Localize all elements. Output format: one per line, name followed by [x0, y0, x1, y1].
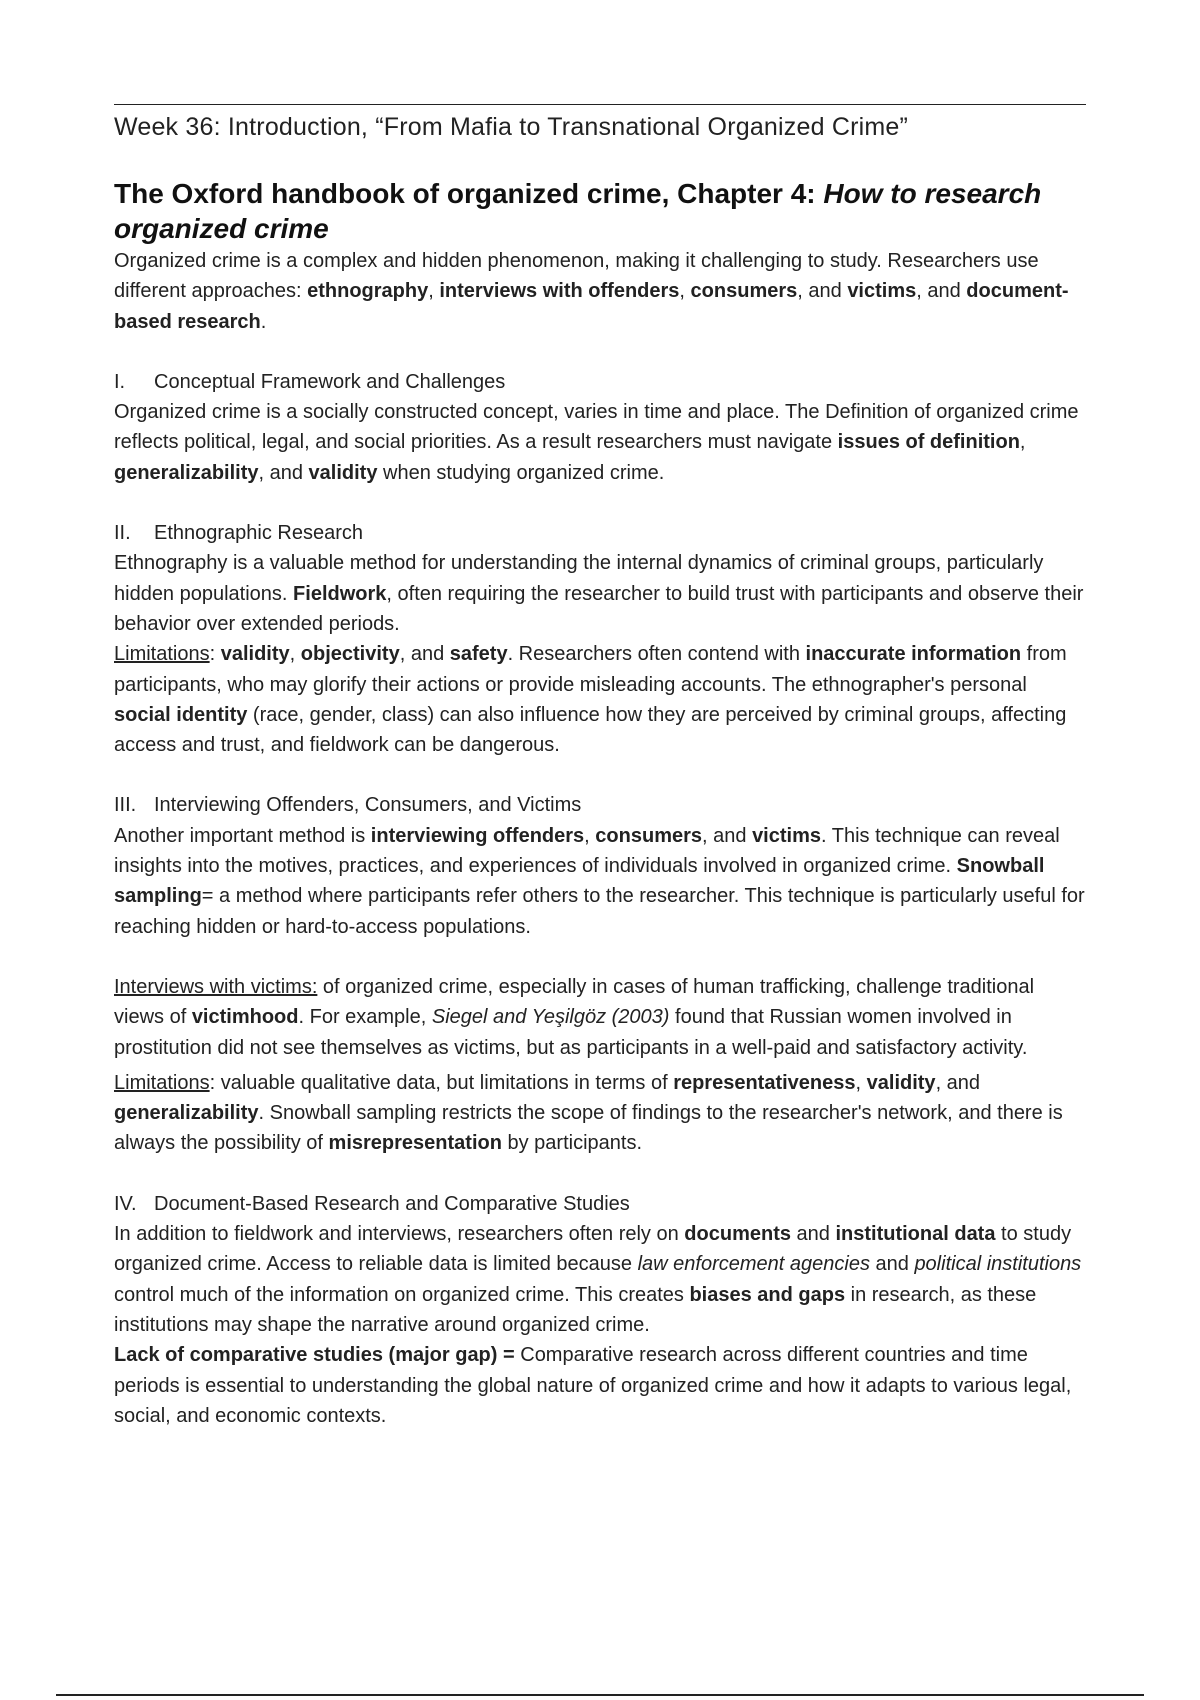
- section-ethnographic-research: [114, 518, 1086, 760]
- intro-paragraph: Organized crime is a complex and hidden phenomenon, making it challenging to study. Researchers use different approaches: ethnography, interviews with offenders, consumers, and victims, and document-based research.: [114, 250, 1069, 333]
- section-interviewing: [114, 790, 1086, 1158]
- footer-rule: [56, 1694, 1144, 1696]
- chapter-title-plain: The Oxford handbook of organized crime, Chapter 4:: [114, 178, 824, 209]
- victims-label: Interviews with victims:: [114, 975, 318, 998]
- section-paragraph: Another important method is interviewing offenders, consumers, and victims. This technique can reveal insights into the motives, practices, and experiences of individuals involved in organized crime. Snowball sampling= a method where participants refer others to the researcher. This technique is particularly useful for reaching hidden or hard-to-access populations.: [114, 824, 1085, 938]
- section-heading: IV. Document-Based Research and Comparative Studies: [114, 1192, 630, 1215]
- section-document-based-research: [114, 1189, 1086, 1431]
- limitations-paragraph: Limitations: validity, objectivity, and safety. Researchers often contend with inaccurate information from participants, who may glorify their actions or provide misleading accounts. The ethnographer's personal social identity (race, gender, class) can also influence how they are perceived by criminal groups, affecting access and trust, and fieldwork can be dangerous.: [114, 643, 1067, 757]
- section-heading: III. Interviewing Offenders, Consumers, and Victims: [114, 794, 582, 817]
- document-page: [114, 104, 1086, 1431]
- section-paragraph: Organized crime is a socially constructed concept, varies in time and place. The Definition of organized crime reflects political, legal, and social priorities. As a result researchers must navigate issues of definition, generalizability, and validity when studying organized crime.: [114, 401, 1079, 484]
- section-conceptual-framework: [114, 367, 1086, 488]
- chapter-title: [114, 176, 1086, 246]
- limitations-label: Limitations: [114, 1071, 210, 1094]
- section-paragraph: Ethnography is a valuable method for understanding the internal dynamics of criminal groups, particularly hidden populations. Fieldwork, often requiring the researcher to build trust with participants and observe their behavior over extended periods.: [114, 552, 1084, 635]
- victims-paragraph: Interviews with victims: of organized crime, especially in cases of human trafficking, challenge traditional views of victimhood. For example, Siegel and Yeşilgöz (2003) found that Russian women involved in prostitution did not see themselves as victims, but as participants in a well-paid and satisfactory activity.: [114, 975, 1035, 1059]
- week-title: Week 36: Introduction, “From Mafia to Transnational Organized Crime”: [114, 113, 909, 141]
- limitations-label: Limitations: [114, 643, 210, 666]
- section-heading: I. Conceptual Framework and Challenges: [114, 370, 506, 393]
- chapter-title-italic: How to research organized crime: [114, 178, 1042, 244]
- limitations-paragraph: Limitations: valuable qualitative data, but limitations in terms of representativeness, validity, and generalizability. Snowball sampling restricts the scope of findings to the researcher's network, and there is always the possibility of misrepresentation by participants.: [114, 1071, 1063, 1155]
- header-rule: [114, 104, 1086, 105]
- section-paragraph: In addition to fieldwork and interviews, researchers often rely on documents and institutional data to study organized crime. Access to reliable data is limited because law enforcement agencies and political institutions control much of the information on organized crime. This creates biases and gaps in research, as these institutions may shape the narrative around organized crime. Lack of comparative studies (major gap) = Comparative research across different countries and time periods is essential to understanding the global nature of organized crime and how it adapts to various legal, social, and economic contexts.: [114, 1223, 1082, 1427]
- section-heading: II. Ethnographic Research: [114, 522, 364, 545]
